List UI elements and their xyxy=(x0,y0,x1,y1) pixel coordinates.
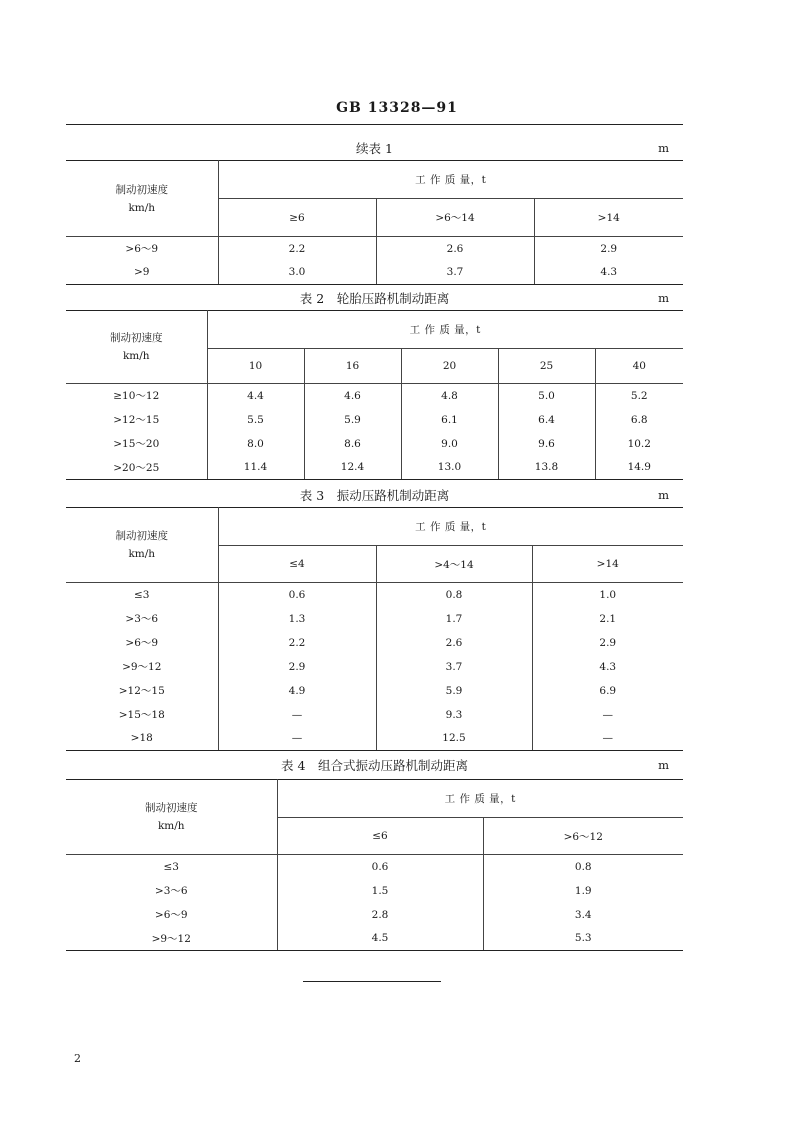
column-header: 25 xyxy=(498,349,595,384)
cell-value: 4.8 xyxy=(401,384,498,408)
cell-value: 12.5 xyxy=(376,727,532,751)
table-1-unit: m xyxy=(658,141,669,155)
cell-value: 4.4 xyxy=(207,384,304,408)
cell-value: 1.9 xyxy=(574,884,592,897)
row-label: >3～6 xyxy=(66,607,218,631)
row-header-unit: km/h xyxy=(122,350,150,362)
cell-value: 3.4 xyxy=(574,908,592,921)
cell-value: 0.6 xyxy=(277,855,483,879)
cell-value: 3.0 xyxy=(218,261,376,285)
row-label: >15～18 xyxy=(66,703,218,727)
table-2 xyxy=(66,310,683,480)
row-label: >9～12 xyxy=(66,655,218,679)
cell-value: 1.3 xyxy=(218,607,376,631)
cell-value: 3.7 xyxy=(376,261,534,285)
column-header: ≥6 xyxy=(218,199,376,237)
footer-rule xyxy=(303,981,441,982)
table-row xyxy=(66,432,683,456)
row-header-cell xyxy=(66,161,218,237)
cell-value: 2.6 xyxy=(376,631,532,655)
cell-value: 5.9 xyxy=(304,408,401,432)
page-number: 2 xyxy=(74,1052,81,1065)
table-3-title: 表 3 振动压路机制动距离 xyxy=(299,488,450,503)
cell-value: 0.8 xyxy=(376,583,532,607)
table-3-caption xyxy=(66,486,683,504)
cell-value: 13.0 xyxy=(401,456,498,480)
row-header-label: 制动初速度 xyxy=(115,183,168,196)
column-header: >6～14 xyxy=(376,199,534,237)
cell-value: 6.4 xyxy=(498,408,595,432)
cell-value: 2.9 xyxy=(599,636,617,649)
cell-value: 2.1 xyxy=(599,612,617,625)
cell-value: 1.5 xyxy=(277,879,483,903)
table-row xyxy=(66,408,683,432)
cell-value: 2.2 xyxy=(218,237,376,261)
cell-value: — xyxy=(218,727,376,751)
table-2-caption xyxy=(66,289,683,307)
cell-value: 10.2 xyxy=(627,437,651,450)
row-label: >6～9 xyxy=(66,631,218,655)
row-label: >9 xyxy=(66,261,218,285)
table-row xyxy=(66,655,683,679)
row-header-unit: km/h xyxy=(128,201,156,214)
cell-value: 6.9 xyxy=(599,684,617,697)
cell-value: 8.0 xyxy=(207,432,304,456)
cell-value: 4.3 xyxy=(599,660,617,673)
cell-value: 5.9 xyxy=(376,679,532,703)
column-group-header: 工 作 质 量，t xyxy=(207,311,683,349)
cell-value: 14.9 xyxy=(595,456,683,480)
cell-value: 5.0 xyxy=(498,384,595,408)
table-4 xyxy=(66,779,683,951)
cell-value: 0.6 xyxy=(218,583,376,607)
row-label: >15～20 xyxy=(66,432,207,456)
table-row xyxy=(66,583,683,607)
row-label: >6～9 xyxy=(66,903,277,927)
cell-value: 13.8 xyxy=(498,456,595,480)
column-header: >4～14 xyxy=(376,546,532,583)
table-4-caption xyxy=(66,756,683,774)
column-group-header: 工 作 质 量，t xyxy=(277,780,683,818)
table-3 xyxy=(66,507,683,751)
row-header-label: 制动初速度 xyxy=(145,802,198,814)
table-2-title: 表 2 轮胎压路机制动距离 xyxy=(299,291,450,306)
cell-value: 4.6 xyxy=(304,384,401,408)
column-header: >14 xyxy=(597,211,620,224)
table-row xyxy=(66,903,683,927)
table-1-caption xyxy=(66,139,683,157)
cell-value: 2.9 xyxy=(534,237,683,261)
cell-value: 8.6 xyxy=(304,432,401,456)
cell-value: — xyxy=(218,703,376,727)
cell-value: 2.2 xyxy=(218,631,376,655)
cell-value: — xyxy=(602,708,613,721)
cell-value: 9.6 xyxy=(498,432,595,456)
column-header: 16 xyxy=(304,349,401,384)
table-row xyxy=(66,631,683,655)
row-label: >12～15 xyxy=(66,679,218,703)
row-header-unit: km/h xyxy=(128,548,156,560)
table-3-unit: m xyxy=(658,488,669,502)
cell-value: 1.7 xyxy=(376,607,532,631)
table-row xyxy=(66,679,683,703)
table-row xyxy=(66,727,683,751)
row-label: ≤3 xyxy=(66,855,277,879)
row-label: ≥10～12 xyxy=(66,384,207,408)
table-row xyxy=(66,879,683,903)
column-header: 40 xyxy=(632,360,646,372)
cell-value: 6.1 xyxy=(401,408,498,432)
row-label: >9～12 xyxy=(66,927,277,951)
cell-value: 2.9 xyxy=(218,655,376,679)
row-header-cell xyxy=(66,780,277,855)
table-1 xyxy=(66,160,683,285)
cell-value: 2.8 xyxy=(277,903,483,927)
row-header-label: 制动初速度 xyxy=(115,530,168,542)
column-group-header: 工 作 质 量，t xyxy=(218,161,683,199)
table-1-title: 续表 1 xyxy=(356,141,393,156)
header-rule xyxy=(66,124,683,125)
table-row xyxy=(66,607,683,631)
row-label: >3～6 xyxy=(66,879,277,903)
table-2-unit: m xyxy=(658,291,669,305)
column-header: ≤4 xyxy=(218,546,376,583)
row-header-cell xyxy=(66,508,218,583)
column-header: >6～12 xyxy=(563,830,603,843)
cell-value: 12.4 xyxy=(304,456,401,480)
cell-value: 4.9 xyxy=(218,679,376,703)
table-row xyxy=(66,261,683,285)
row-header-unit: km/h xyxy=(157,820,185,832)
table-row xyxy=(66,855,683,879)
page-header: GB 13328—91 xyxy=(336,100,458,116)
column-header: ≤6 xyxy=(277,818,483,855)
table-4-unit: m xyxy=(658,758,669,772)
column-header: 10 xyxy=(207,349,304,384)
cell-value: — xyxy=(532,727,683,751)
column-header: 20 xyxy=(401,349,498,384)
cell-value: 5.3 xyxy=(483,927,683,951)
table-row xyxy=(66,456,683,480)
cell-value: 2.6 xyxy=(376,237,534,261)
cell-value: 0.8 xyxy=(483,855,683,879)
table-row xyxy=(66,384,683,408)
cell-value: 3.7 xyxy=(376,655,532,679)
cell-value: 1.0 xyxy=(532,583,683,607)
row-header-cell xyxy=(66,311,207,384)
cell-value: 11.4 xyxy=(207,456,304,480)
cell-value: 9.3 xyxy=(376,703,532,727)
table-4-title: 表 4 组合式振动压路机制动距离 xyxy=(281,758,468,773)
cell-value: 6.8 xyxy=(630,413,648,426)
row-label: >6～9 xyxy=(66,237,218,261)
cell-value: 5.5 xyxy=(207,408,304,432)
column-header: >14 xyxy=(596,558,619,570)
table-row xyxy=(66,237,683,261)
row-label: >12～15 xyxy=(66,408,207,432)
cell-value: 9.0 xyxy=(401,432,498,456)
cell-value: 4.5 xyxy=(277,927,483,951)
row-label: ≤3 xyxy=(66,583,218,607)
row-header-label: 制动初速度 xyxy=(110,332,163,344)
cell-value: 4.3 xyxy=(534,261,683,285)
table-row xyxy=(66,703,683,727)
table-row xyxy=(66,927,683,951)
cell-value: 5.2 xyxy=(595,384,683,408)
column-group-header: 工 作 质 量，t xyxy=(218,508,683,546)
row-label: >20～25 xyxy=(66,456,207,480)
row-label: >18 xyxy=(66,727,218,751)
